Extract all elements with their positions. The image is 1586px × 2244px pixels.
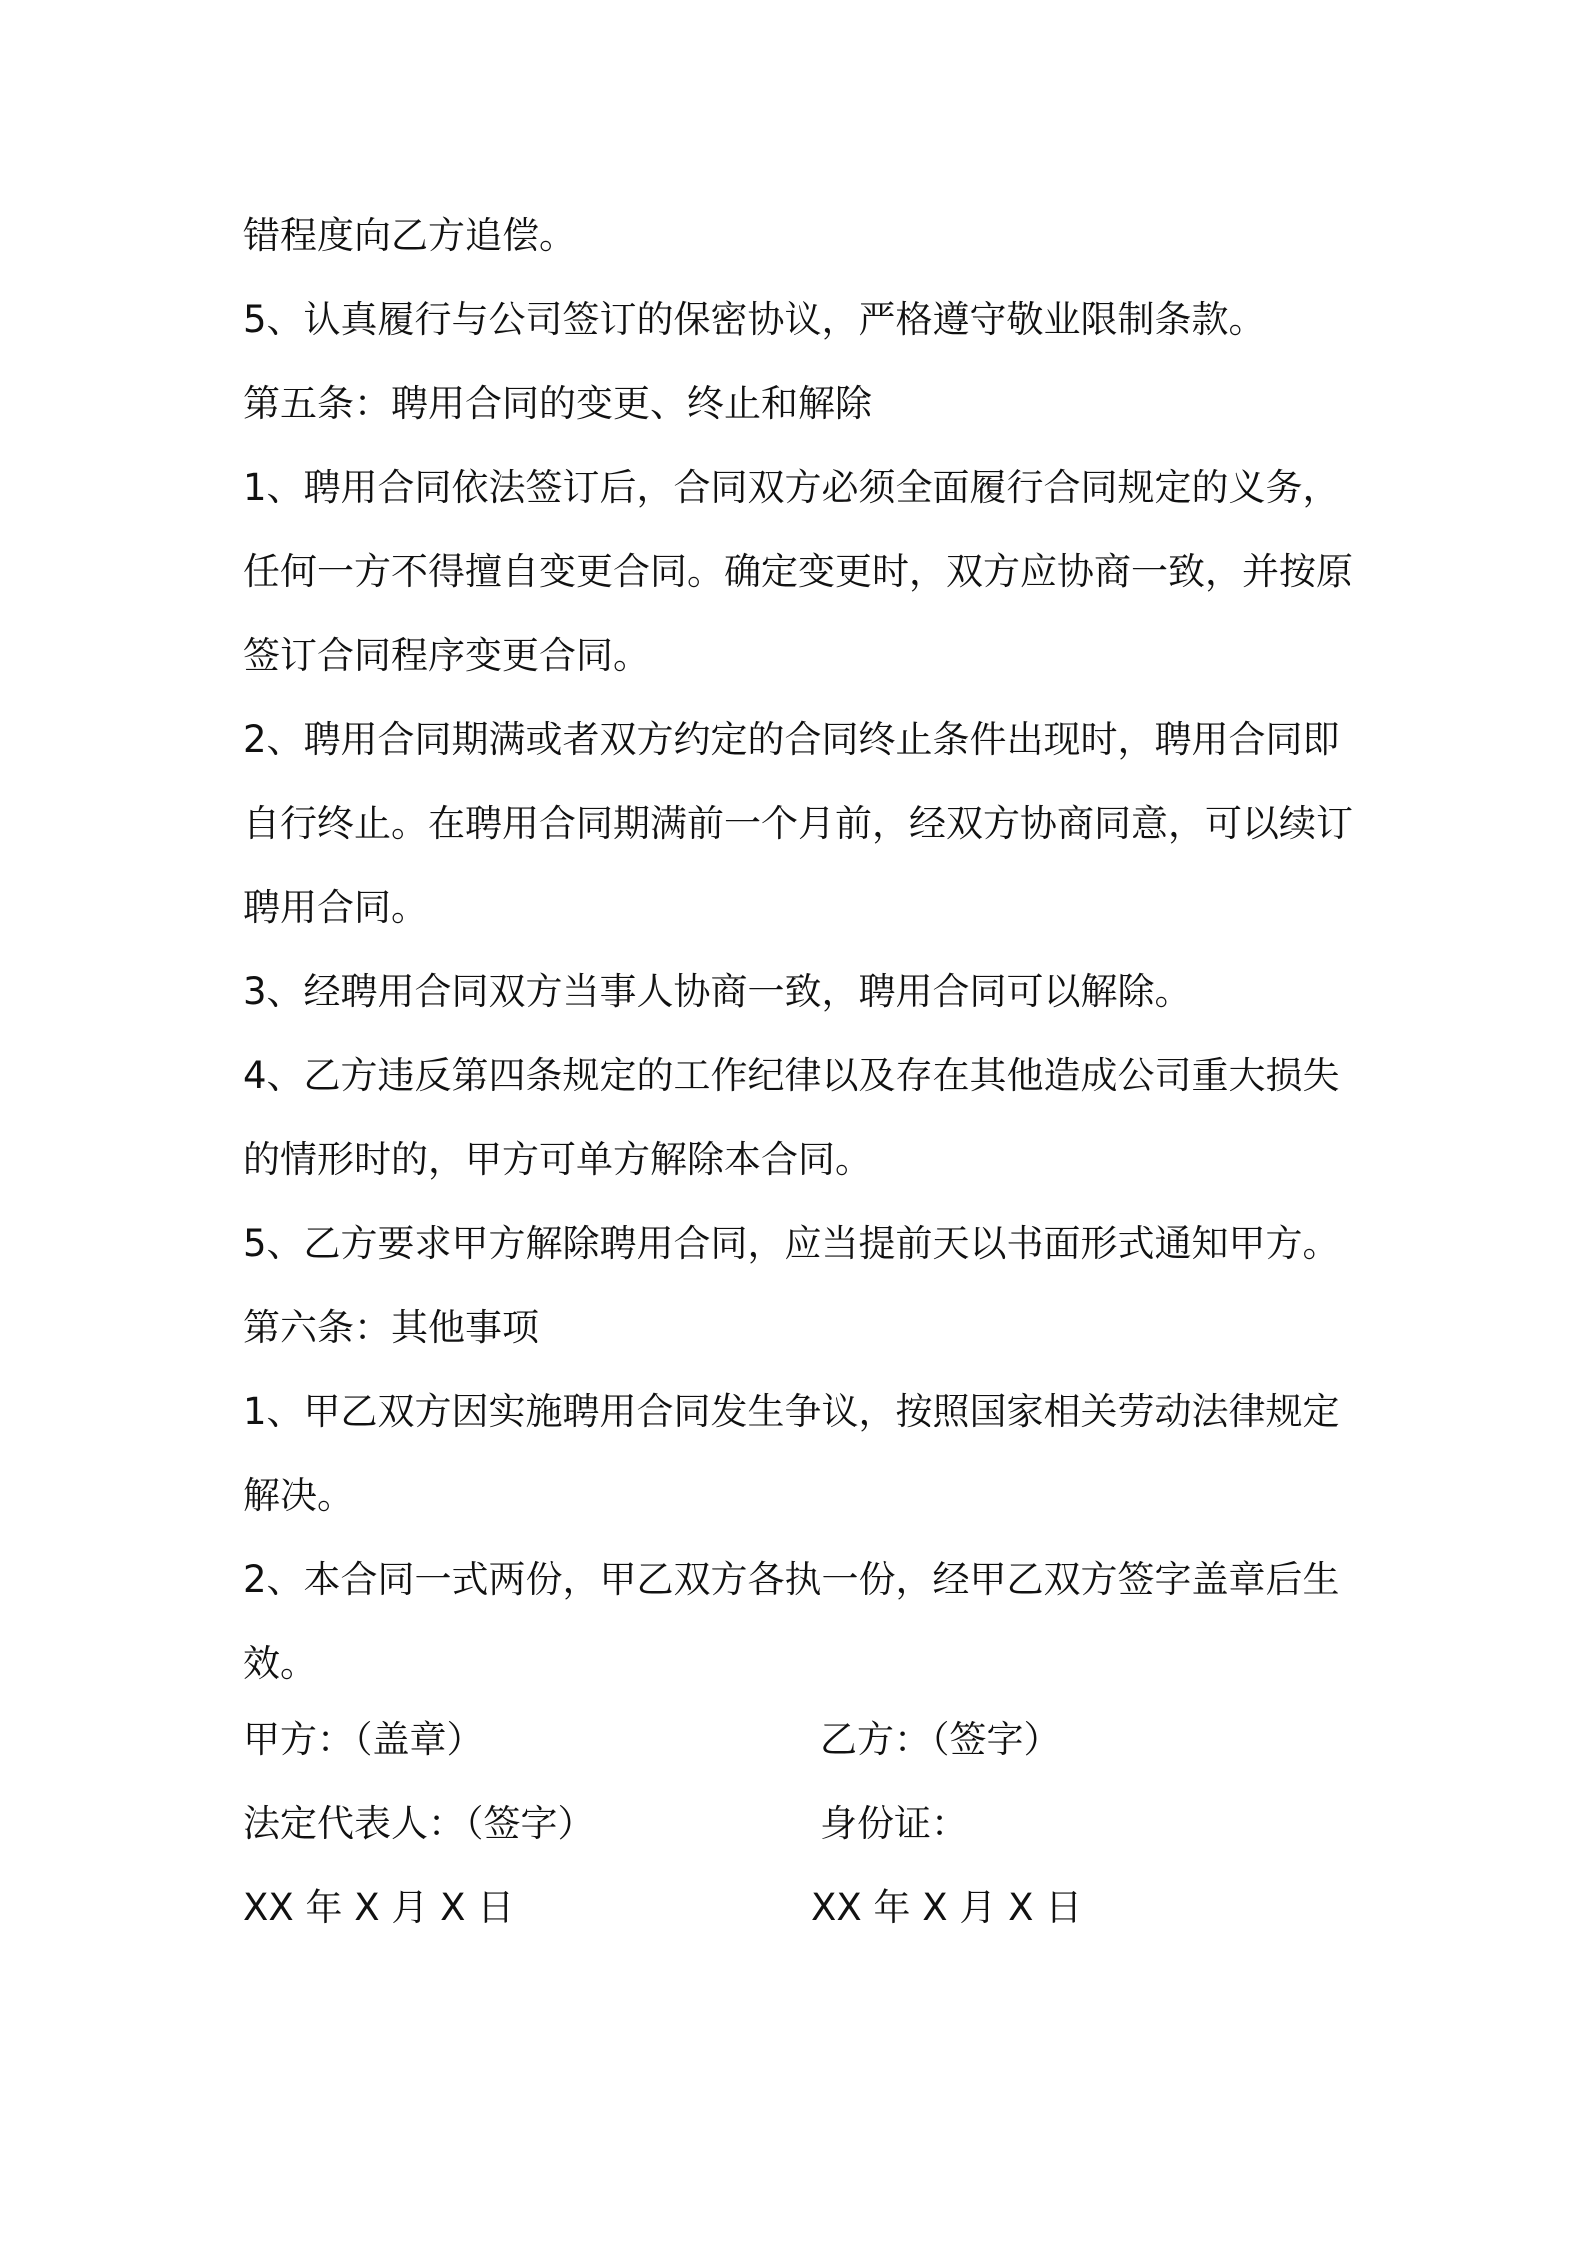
party-a-date: XX 年 X 月 X 日	[243, 1886, 515, 1929]
legal-representative-label: 法定代表人：（签字）	[243, 1802, 595, 1845]
signature-row-parties	[243, 1698, 1363, 1782]
paragraph-copies-and-effect: 2、本合同一式两份，甲乙双方各执一份，经甲乙双方签字盖章后生效。	[243, 1558, 1340, 1685]
paragraph-employee-notice: 5、乙方要求甲方解除聘用合同，应当提前天以书面形式通知甲方。	[243, 1222, 1340, 1265]
section-heading-article-six: 第六条：其他事项	[243, 1306, 539, 1349]
paragraph-claim-continuation: 错程度向乙方追偿。	[243, 214, 576, 257]
paragraph-unilateral-termination: 4、乙方违反第四条规定的工作纪律以及存在其他造成公司重大损失的情形时的，甲方可单方解除本合同。	[243, 1054, 1340, 1181]
party-b-signature-label: 乙方：（签字）	[820, 1718, 1061, 1761]
section-heading-article-five: 第五条：聘用合同的变更、终止和解除	[243, 382, 872, 425]
contract-body	[243, 194, 1363, 1706]
party-b-date: XX 年 X 月 X 日	[811, 1886, 1083, 1929]
signature-row-representative	[243, 1782, 1363, 1866]
party-a-seal-label: 甲方：（盖章）	[243, 1718, 484, 1761]
paragraph-contract-expiry: 2、聘用合同期满或者双方约定的合同终止条件出现时，聘用合同即自行终止。在聘用合同期满前一个月前，经双方协商同意，可以续订聘用合同。	[243, 718, 1353, 929]
id-card-label: 身份证：	[820, 1802, 968, 1845]
paragraph-dispute-resolution: 1、甲乙双方因实施聘用合同发生争议，按照国家相关劳动法律规定解决。	[243, 1390, 1340, 1517]
paragraph-change-of-contract: 1、聘用合同依法签订后，合同双方必须全面履行合同规定的义务，任何一方不得擅自变更合同。确定变更时，双方应协商一致，并按原签订合同程序变更合同。	[243, 466, 1353, 677]
paragraph-mutual-termination: 3、经聘用合同双方当事人协商一致，聘用合同可以解除。	[243, 970, 1192, 1013]
paragraph-confidentiality-clause: 5、认真履行与公司签订的保密协议，严格遵守敬业限制条款。	[243, 298, 1266, 341]
signature-row-dates	[243, 1866, 1363, 1950]
